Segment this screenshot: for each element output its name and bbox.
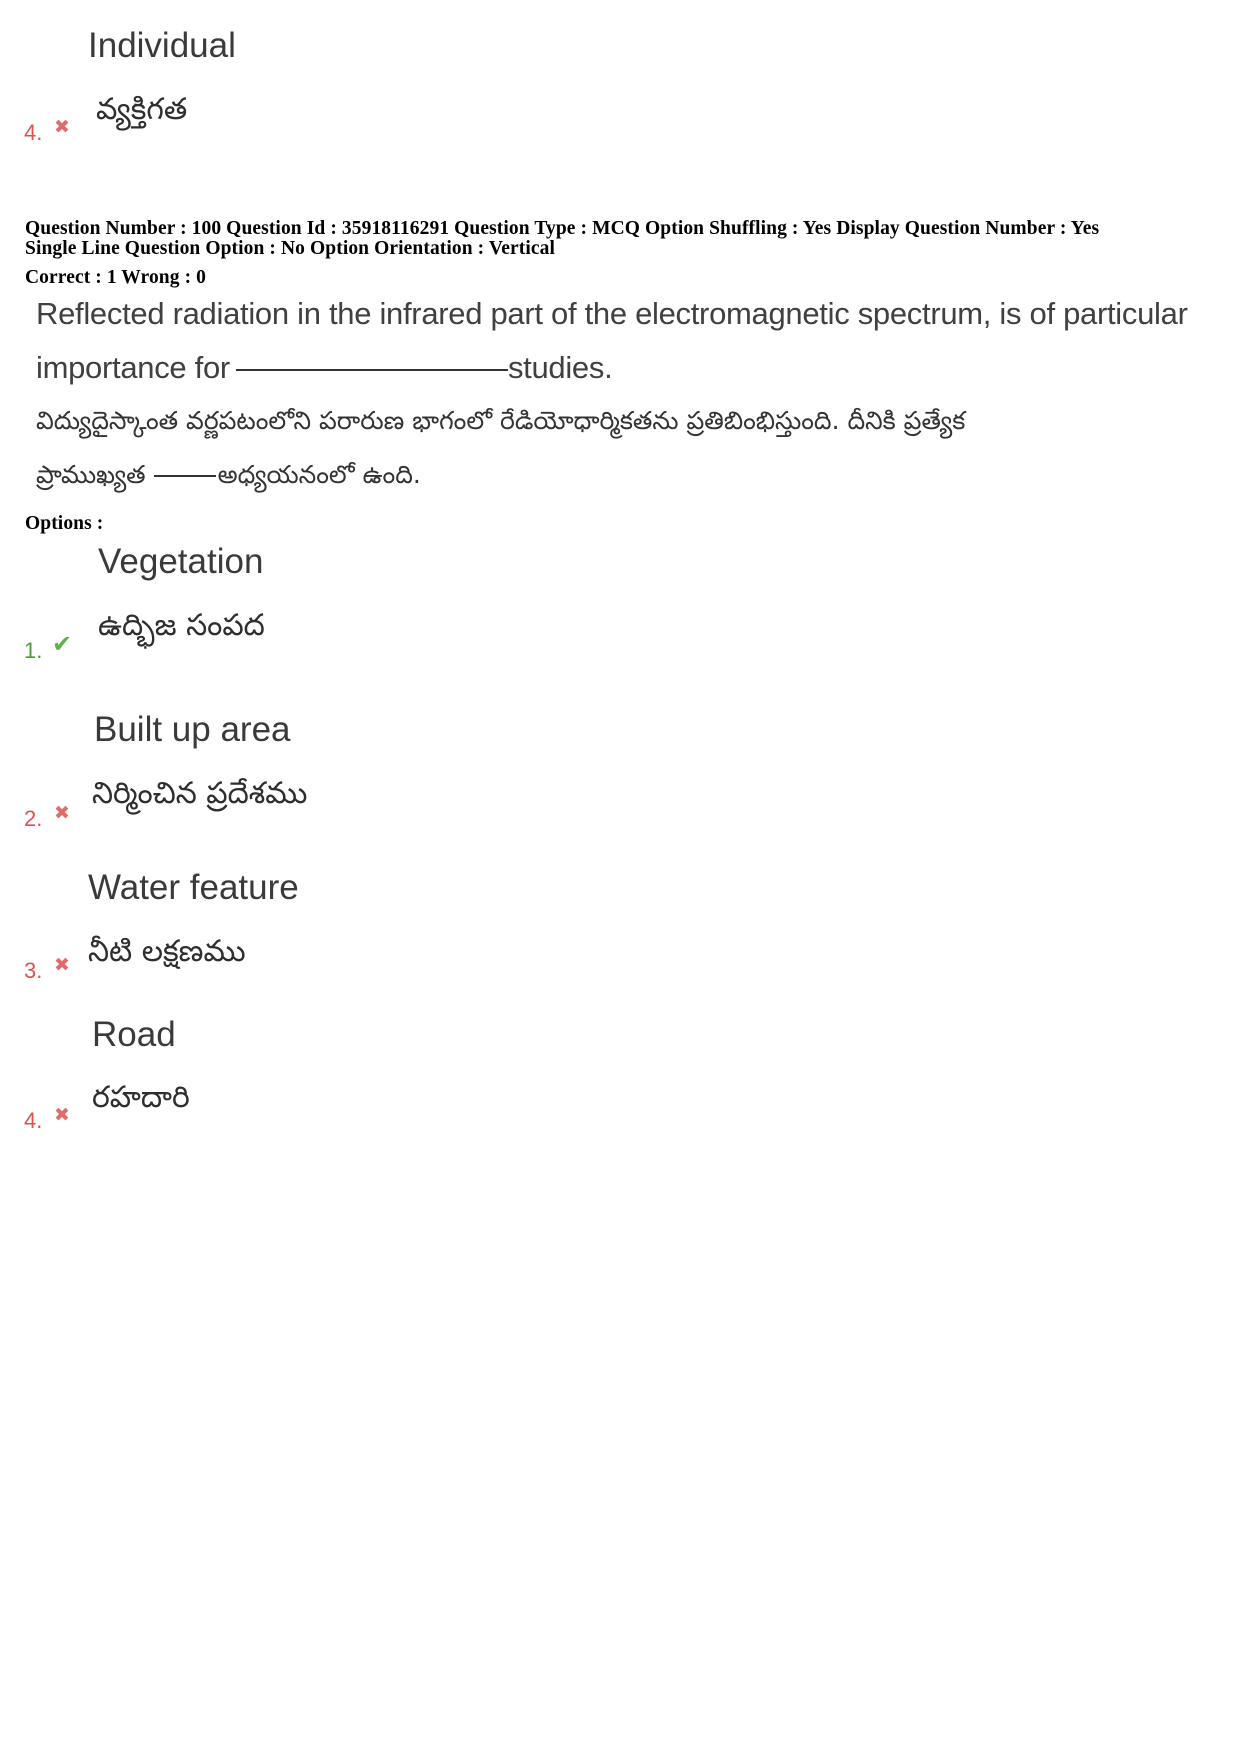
option-3-text-en: Water feature xyxy=(88,868,299,907)
prev-option-4-text-te: వ్యక్తిగత xyxy=(96,92,188,127)
question-text-te-line1: విద్యుదైస్కాంత వర్ణపటంలోని పరారుణ భాగంలో రేడియోధార్మికతను ప్రతిబింభిస్తుంది. దీనికి ప్రత్యేక xyxy=(36,406,966,435)
question-text-en-line2 xyxy=(36,350,612,386)
cross-icon: ✖ xyxy=(54,1104,70,1126)
cross-icon: ✖ xyxy=(54,954,70,976)
option-2-text-en: Built up area xyxy=(94,710,291,749)
option-3-text-te: నీటి లక్షణము xyxy=(88,934,246,969)
option-2-text-te: నిర్మించిన ప్రదేశము xyxy=(92,776,308,811)
question-text-en-line2-before: importance for xyxy=(36,350,230,385)
check-icon: ✔ xyxy=(52,630,73,658)
question-text-te-line2-before: ప్రాముఖ్యత xyxy=(36,460,146,489)
option-4-number: 4. xyxy=(24,1108,43,1133)
question-text-en-line2-after: studies. xyxy=(507,350,613,385)
option-1-number: 1. xyxy=(24,638,43,663)
prev-option-4-number: 4. xyxy=(24,120,43,145)
answer-blank-te xyxy=(154,475,216,477)
question-meta-line2: Single Line Question Option : No Option Orientation : Vertical xyxy=(25,238,556,259)
question-text-te-line2 xyxy=(36,460,421,496)
option-3-number: 3. xyxy=(24,958,43,983)
answer-blank xyxy=(236,369,508,371)
question-meta-score: Correct : 1 Wrong : 0 xyxy=(25,267,206,288)
option-1-text-te: ఉద్భిజ సంపద xyxy=(98,608,265,643)
option-1-text-en: Vegetation xyxy=(98,542,264,581)
options-label: Options : xyxy=(25,513,104,534)
option-4-text-en: Road xyxy=(92,1015,176,1054)
question-text-en-line1: Reflected radiation in the infrared part of the electromagnetic spectrum, is of particular xyxy=(36,296,1188,331)
cross-icon: ✖ xyxy=(54,116,70,138)
option-2-number: 2. xyxy=(24,806,43,831)
question-text-te-line2-after: అధ్యయనంలో ఉంది. xyxy=(217,460,421,489)
option-4-text-te: రహదారి xyxy=(92,1080,190,1115)
prev-option-4-text-en: Individual xyxy=(88,26,236,65)
cross-icon: ✖ xyxy=(54,802,70,824)
question-meta-line1: Question Number : 100 Question Id : 35918116291 Question Type : MCQ Option Shuffling : Yes Display Question Number : Yes xyxy=(25,218,1100,239)
